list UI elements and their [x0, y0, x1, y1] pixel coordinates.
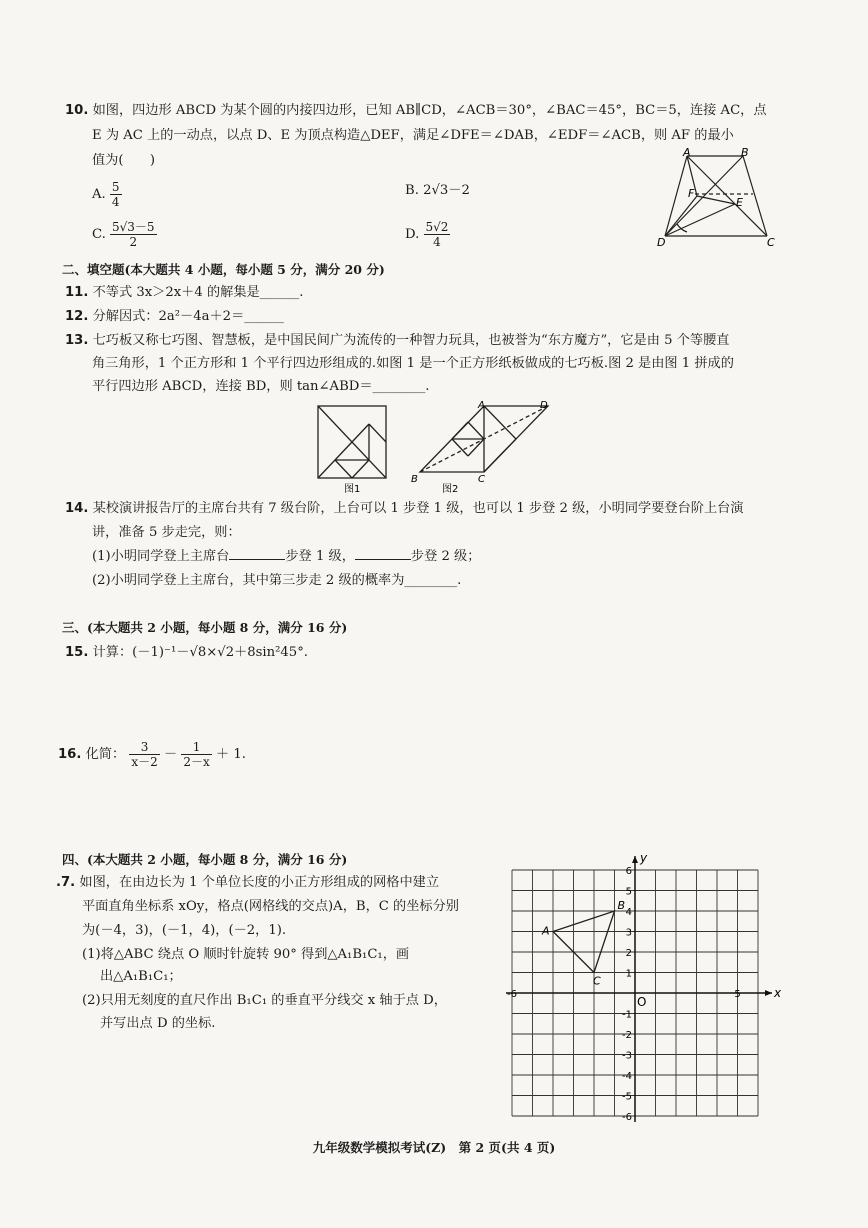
q15-text: 计算：(－1)⁻¹－√8×√2＋8sin²45°.: [92, 645, 308, 660]
tangram-label-a: A: [478, 400, 485, 411]
q15-number: 15.: [65, 645, 89, 660]
q14-sub1-text-b: 步登 1 级，: [285, 549, 355, 564]
q10-line1: [65, 100, 767, 122]
q17-text-2: 平面直角坐标系 xOy，格点(网格线的交点)A，B，C 的坐标分别: [82, 899, 459, 914]
tangram-figure-1: [312, 402, 392, 496]
q13-blank: ________.: [372, 379, 430, 394]
y-tick-label: 4: [625, 907, 632, 918]
option-a-numerator: 5: [111, 180, 120, 194]
q12-text: 分解因式：2a²－4a＋2＝: [92, 309, 245, 324]
q11-number: 11.: [65, 285, 89, 300]
section-4-heading: 四、(本大题共 2 小题，每小题 8 分，满分 16 分): [62, 852, 348, 867]
q11: [65, 282, 303, 304]
q10-number: 10.: [65, 103, 89, 118]
y-tick-label: -4: [622, 1071, 632, 1082]
q16-f1-denominator: x－2: [131, 755, 158, 769]
y-tick-label: 1: [625, 968, 632, 980]
q16-f2-numerator: 1: [181, 740, 211, 755]
q10-text-2: E 为 AC 上的一动点，以点 D、E 为顶点构造△DEF，满足∠DFE＝∠DAB，∠EDF＝∠ACB，则 AF 的最小: [92, 128, 734, 143]
axes: [506, 856, 772, 1122]
q14-sub2: [92, 570, 461, 592]
q17-sub2-a: (2)只用无刻度的直尺作出 B₁C₁ 的垂直平分线交 x 轴于点 D，: [82, 993, 447, 1008]
y-tick-label: -3: [622, 1050, 632, 1062]
point-label-c: C: [593, 974, 601, 988]
q10-option-c: [92, 220, 157, 249]
q13-text-2: 角三角形，1 个正方形和 1 个平行四边形组成的.如图 1 是一个正方形纸板做成的七巧板.图 2 是由图 1 拼成的: [92, 356, 734, 371]
q14-line1: [65, 498, 744, 520]
option-d-numerator: 5√2: [425, 220, 449, 234]
page-footer: 九年级数学模拟考试(Z) 第 2 页(共 4 页): [312, 1140, 556, 1155]
option-a-label: A.: [92, 187, 106, 202]
fig10-label-f: F: [688, 187, 695, 200]
q10-option-a: [92, 180, 122, 209]
q10-option-b: [405, 180, 470, 202]
q14-text-2: 讲，准备 5 步走完，则：: [92, 525, 241, 540]
y-tick-label: -1: [622, 1009, 632, 1021]
option-b-label: B.: [405, 183, 419, 198]
q15: [65, 642, 308, 664]
q14-sub1-text-c: 步登 2 级；: [410, 549, 481, 564]
option-c-denominator: 2: [129, 235, 138, 249]
q17-sub2-b: 并写出点 D 的坐标.: [100, 1016, 216, 1031]
x-axis-arrow-icon: [765, 990, 772, 996]
y-tick-label: 6: [625, 866, 632, 877]
y-tick-label: -6: [622, 1112, 632, 1123]
q16-f2-denominator: 2－x: [183, 755, 210, 769]
y-axis-arrow-icon: [632, 856, 638, 863]
q10-text-1: 如图，四边形 ABCD 为某个圆的内接四边形，已知 AB∥CD，∠ACB＝30°，∠BAC＝45°，BC＝5，连接 AC，点: [92, 103, 767, 118]
q14-number: 14.: [65, 501, 89, 516]
q16-label: 化简：: [85, 747, 126, 762]
fig10-label-e: E: [736, 196, 743, 209]
fig10-label-d: D: [657, 236, 666, 249]
x-tick-label: 5: [734, 989, 741, 1000]
y-tick-label: 3: [625, 927, 632, 939]
x-tick-labels: [507, 989, 741, 1000]
q14-sub2-text: (2)小明同学登上主席台，其中第三步走 2 级的概率为: [92, 573, 405, 588]
tangram-label-b: B: [411, 474, 418, 485]
y-tick-label: -5: [622, 1091, 632, 1103]
fig10-label-a: A: [683, 148, 691, 159]
q14-sub1-blank-1: [229, 559, 285, 560]
y-tick-label: -2: [622, 1030, 632, 1041]
q16-number: 16.: [58, 747, 82, 762]
q16: [58, 740, 246, 769]
x-axis-label: x: [774, 986, 782, 1000]
q16-tail: ＋ 1.: [215, 747, 246, 762]
q17-text-1: 如图，在由边长为 1 个单位长度的小正方形组成的网格中建立: [79, 875, 440, 890]
option-a-fraction: [110, 180, 122, 209]
q16-minus: －: [163, 747, 178, 762]
fig10-label-b: B: [741, 148, 749, 159]
q17-line1: [56, 872, 439, 894]
q14-text-1: 某校演讲报告厅的主席台共有 7 级台阶，上台可以 1 步登 1 级，也可以 1 步登 2 级，小明同学要登台阶上台演: [92, 501, 744, 516]
tangram-fig2-caption: 图2: [442, 484, 459, 494]
y-tick-label: 2: [625, 948, 632, 959]
q14-sub1-text-a: (1)小明同学登上主席台: [92, 549, 230, 564]
tangram-label-c: C: [478, 474, 485, 485]
tangram-figure-2-parallelogram: [408, 398, 558, 494]
q13-line1: [65, 330, 729, 352]
triangle-abc: [553, 911, 615, 973]
option-a-denominator: 4: [111, 195, 120, 209]
section-2-heading: 二、填空题(本大题共 4 小题，每小题 5 分，满分 20 分): [62, 262, 385, 277]
q17-number: .7.: [56, 875, 76, 890]
q16-f1-numerator: 3: [129, 740, 159, 755]
y-axis-label: y: [640, 851, 648, 865]
q11-text: 不等式 3x＞2x＋4 的解集是: [92, 285, 260, 300]
option-b-text: 2√3－2: [423, 183, 470, 198]
q11-blank: ______.: [259, 285, 304, 300]
point-label-a: A: [542, 924, 550, 938]
q16-fraction-1: [129, 740, 159, 769]
q12: [65, 306, 284, 328]
option-d-label: D.: [405, 227, 420, 242]
q13-text-1: 七巧板又称七巧图、智慧板，是中国民间广为流传的一种智力玩具，也被誉为“东方魔方”，它是由 5 个等腰直: [92, 333, 730, 348]
q16-fraction-2: [181, 740, 211, 769]
q13-text-3: 平行四边形 ABCD，连接 BD，则 tan∠ABD＝: [92, 379, 373, 394]
fig10-label-c: C: [767, 236, 775, 249]
q12-number: 12.: [65, 309, 89, 324]
origin-label: O: [637, 995, 647, 1009]
x-tick-label: -6: [507, 989, 517, 1000]
q17-sub1-a: (1)将△ABC 绕点 O 顺时针旋转 90° 得到△A₁B₁C₁，画: [82, 947, 410, 962]
q13-number: 13.: [65, 333, 89, 348]
option-d-denominator: 4: [433, 235, 441, 249]
q10-text-3: 值为( ): [92, 153, 156, 168]
coordinate-grid: [500, 848, 790, 1130]
section-3-heading: 三、(本大题共 2 小题，每小题 8 分，满分 16 分): [62, 620, 348, 635]
q14-sub2-blank: ________.: [404, 573, 462, 588]
q17-sub1-b: 出△A₁B₁C₁；: [100, 969, 182, 984]
tangram-fig1-caption: 图1: [344, 484, 361, 495]
q12-blank: ______: [244, 309, 284, 324]
q14-sub1-blank-2: [355, 559, 411, 560]
q17-text-3: 为(－4，3)，(－1，4)，(－2，1).: [82, 923, 287, 938]
option-c-numerator: 5√3－5: [112, 220, 155, 234]
option-d-fraction: [424, 220, 451, 249]
y-tick-label: 5: [625, 886, 632, 898]
option-c-label: C.: [92, 227, 106, 242]
q10-option-d: [405, 220, 450, 249]
q10-quadrilateral-figure: [655, 148, 785, 252]
q13-line3: [92, 376, 429, 398]
option-c-fraction: [110, 220, 157, 249]
point-label-b: B: [617, 899, 626, 912]
tangram-label-d: D: [540, 400, 548, 411]
q14-sub1: [92, 546, 480, 568]
